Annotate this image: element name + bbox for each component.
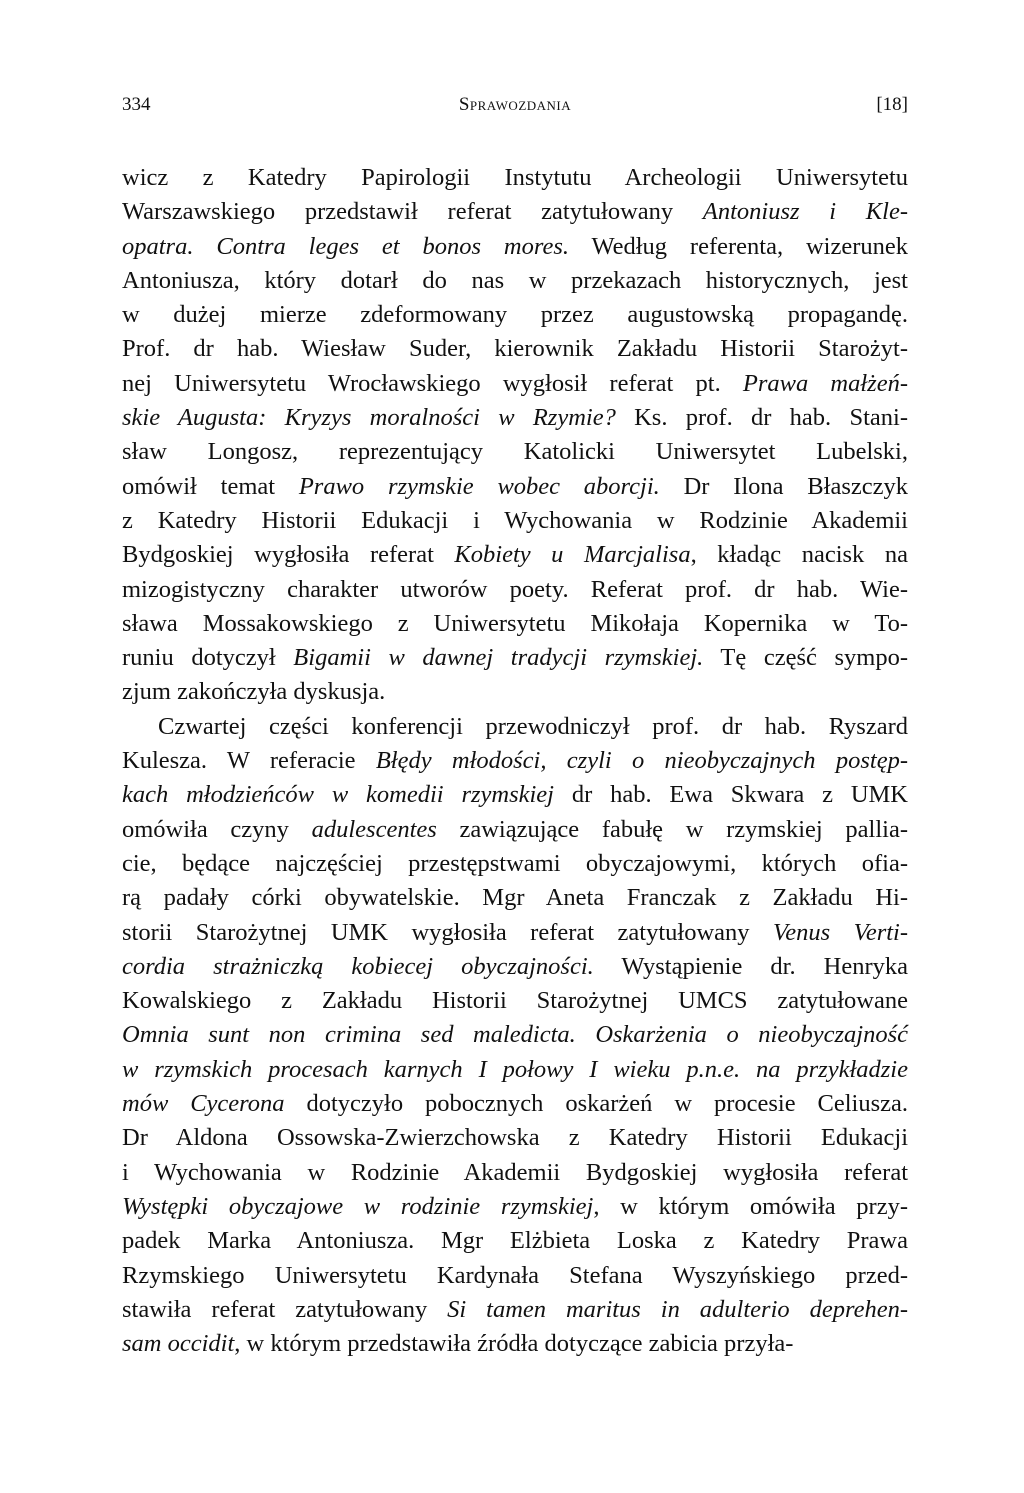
- text-run: runiu dotyczył: [122, 644, 294, 672]
- text-run: i Wychowania w Rodzinie Akademii Bydgoskiej wygłosiła referat: [122, 1158, 908, 1186]
- text-line: [122, 195, 908, 229]
- text-run: sława Mossakowskiego z Uniwersytetu Mikołaja Kopernika w To-: [122, 609, 908, 637]
- text-line: [122, 1259, 908, 1293]
- text-line: [122, 641, 908, 675]
- text-run: Bydgoskiej wygłosiła referat: [122, 541, 455, 569]
- text-line: [122, 1293, 908, 1327]
- text-line: [122, 1018, 908, 1052]
- text-run: zawiązujące fabułę w rzymskiej pallia-: [436, 815, 908, 843]
- bracket-number: [18]: [876, 94, 908, 115]
- text-run: Kowalskiego z Zakładu Historii Starożytnej UMCS zatytułowane: [122, 987, 908, 1015]
- text-line: [122, 1087, 908, 1121]
- text-line: [122, 813, 908, 847]
- text-run: Antoniusza, który dotarł do nas w przekazach historycznych, jest: [122, 266, 908, 294]
- paragraph: [122, 161, 908, 710]
- text-run: Wystąpienie dr. Henryka: [593, 952, 908, 980]
- italic-title: mów Cycerona: [122, 1090, 285, 1118]
- text-run: Tę część sympo-: [703, 644, 909, 672]
- text-run: rą padały córki obywatelskie. Mgr Aneta Franczak z Zakładu Hi-: [122, 884, 908, 912]
- italic-title: Prawa małżeń-: [742, 369, 908, 397]
- italic-title: Antoniusz i Kle-: [702, 198, 908, 226]
- text-run: zjum zakończyła dyskusja.: [122, 678, 386, 706]
- italic-title: opatra. Contra leges et bonos mores.: [122, 232, 569, 260]
- italic-title: Błędy młodości, czyli o nieobyczajnych postęp-: [375, 747, 908, 775]
- text-line: [122, 1156, 908, 1190]
- text-run: Warszawskiego przedstawił referat zatytułowany: [122, 198, 703, 226]
- text-line: [122, 950, 908, 984]
- italic-title: adulescentes: [311, 815, 437, 843]
- text-run: z Katedry Historii Edukacji i Wychowania w Rodzinie Akademii: [122, 506, 908, 534]
- text-run: , kładąc nacisk na: [690, 541, 908, 569]
- text-line: [122, 881, 908, 915]
- text-line: [122, 710, 908, 744]
- text-run: , w którym przedstawiła źródła dotyczące zabicia przyła-: [234, 1330, 794, 1358]
- italic-title: sam occidit: [122, 1330, 235, 1358]
- italic-title: w rzymskich procesach karnych I połowy I wieku p.n.e. na przykładzie: [122, 1055, 908, 1083]
- text-run: Prof. dr hab. Wiesław Suder, kierownik Zakładu Historii Starożyt-: [122, 335, 908, 363]
- text-run: mizogistyczny charakter utworów poety. Referat prof. dr hab. Wie-: [122, 575, 908, 603]
- text-line: [122, 298, 908, 332]
- italic-title: Występki obyczajowe w rodzinie rzymskiej: [122, 1192, 594, 1220]
- text-line: [122, 538, 908, 572]
- text-line: [122, 847, 908, 881]
- text-run: storii Starożytnej UMK wygłosiła referat zatytułowany: [122, 918, 773, 946]
- text-line: [122, 332, 908, 366]
- text-run: Czwartej części konferencji przewodniczył prof. dr hab. Ryszard: [158, 712, 908, 740]
- text-run: Według referenta, wizerunek: [569, 232, 908, 260]
- text-line: [122, 778, 908, 812]
- italic-title: Si tamen maritus in adulterio deprehen-: [447, 1295, 908, 1323]
- text-line: [122, 264, 908, 298]
- text-run: cie, będące najczęściej przestępstwami obyczajowymi, których ofia-: [122, 849, 908, 877]
- text-line: [122, 401, 908, 435]
- text-run: dr hab. Ewa Skwara z UMK: [553, 781, 908, 809]
- text-run: wicz z Katedry Papirologii Instytutu Archeologii Uniwersytetu: [122, 164, 908, 191]
- italic-title: cordia strażniczką kobiecej obyczajności.: [122, 952, 594, 980]
- text-run: Ks. prof. dr hab. Stani-: [615, 404, 908, 432]
- text-line: [122, 161, 908, 195]
- text-run: sław Longosz, reprezentujący Katolicki Uniwersytet Lubelski,: [122, 438, 908, 466]
- text-run: omówiła czyny: [122, 815, 312, 843]
- text-run: omówił temat: [122, 472, 299, 500]
- text-run: padek Marka Antoniusza. Mgr Elżbieta Loska z Katedry Prawa: [122, 1227, 908, 1255]
- text-line: [122, 230, 908, 264]
- text-line: [122, 1224, 908, 1258]
- text-run: Rzymskiego Uniwersytetu Kardynała Stefana Wyszyńskiego przed-: [122, 1261, 908, 1289]
- text-run: w dużej mierze zdeformowany przez augustowską propagandę.: [122, 301, 908, 329]
- text-line: [122, 675, 908, 709]
- text-line: [122, 744, 908, 778]
- text-line: [122, 1327, 908, 1361]
- text-run: stawiła referat zatytułowany: [122, 1295, 448, 1323]
- text-run: , w którym omówiła przy-: [593, 1192, 908, 1220]
- text-line: [122, 435, 908, 469]
- text-line: [122, 367, 908, 401]
- body-text: [122, 161, 908, 1361]
- text-run: Dr Aldona Ossowska-Zwierzchowska z Katedry Historii Edukacji: [122, 1124, 908, 1152]
- italic-title: skie Augusta: Kryzys moralności w Rzymie?: [122, 404, 616, 432]
- text-line: [122, 1053, 908, 1087]
- text-line: [122, 1121, 908, 1155]
- paragraph: [122, 710, 908, 1362]
- text-line: [122, 984, 908, 1018]
- text-run: Dr Ilona Błaszczyk: [659, 472, 908, 500]
- text-line: [122, 916, 908, 950]
- italic-title: Kobiety u Marcjalisa: [454, 541, 691, 569]
- section-title: Sprawozdania: [458, 94, 572, 115]
- italic-title: kach młodzieńców w komedii rzymskiej: [122, 781, 554, 809]
- text-line: [122, 607, 908, 641]
- text-line: [122, 504, 908, 538]
- italic-title: Bigamii w dawnej tradycji rzymskiej.: [293, 644, 704, 672]
- text-line: [122, 470, 908, 504]
- running-header: [122, 92, 908, 118]
- page-number: 334: [122, 94, 151, 115]
- italic-title: Venus Verti-: [772, 918, 909, 946]
- text-line: [122, 573, 908, 607]
- italic-title: Prawo rzymskie wobec aborcji.: [298, 472, 660, 500]
- text-run: nej Uniwersytetu Wrocławskiego wygłosił referat pt.: [122, 369, 743, 397]
- text-run: dotyczyło pobocznych oskarżeń w procesie Celiusza.: [284, 1090, 909, 1118]
- text-run: Kulesza. W referacie: [122, 747, 376, 775]
- text-line: [122, 1190, 908, 1224]
- italic-title: Omnia sunt non crimina sed maledicta. Oskarżenia o nieobyczajność: [122, 1021, 908, 1049]
